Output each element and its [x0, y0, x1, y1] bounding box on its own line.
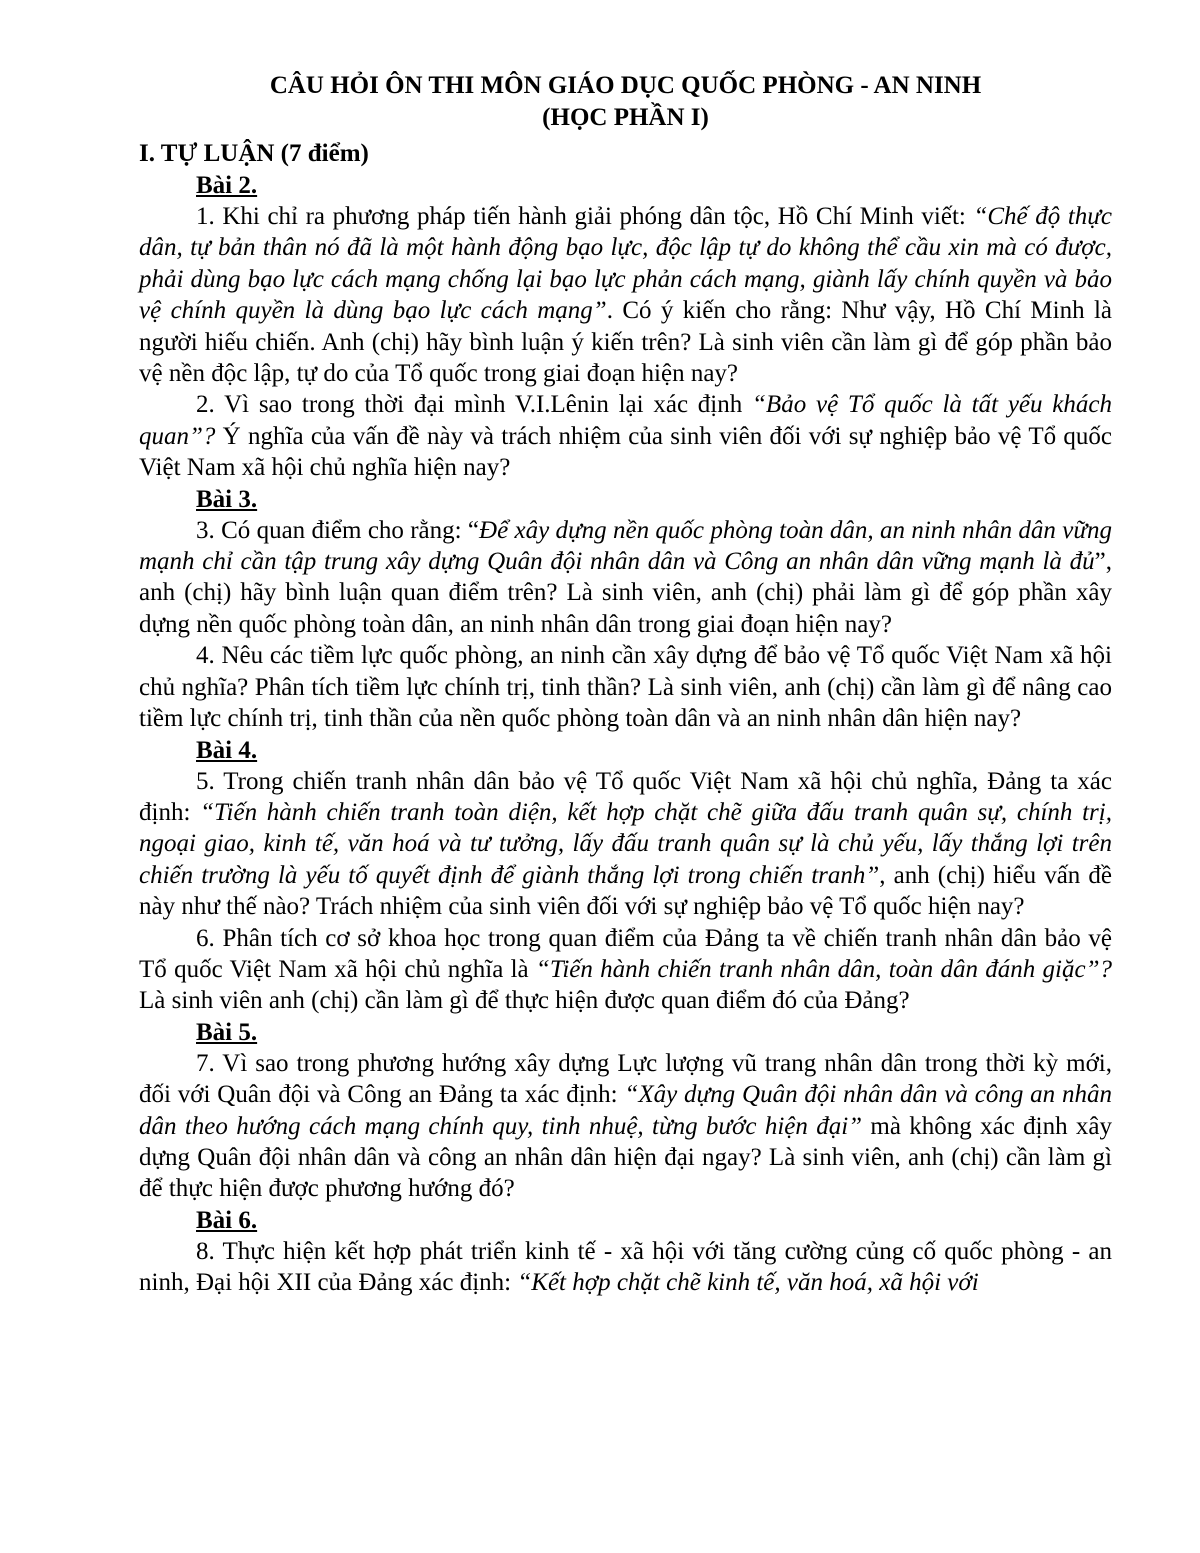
question-paragraph: [139, 201, 1112, 389]
question-quote: “Xây dựng Quân đội nhân dân và công an nhân dân theo hướng cách mạng chính quy, tinh nhuệ, từng bước hiện đại”: [139, 1081, 1112, 1140]
question-text-after: Ý nghĩa của vấn đề này và trách nhiệm của sinh viên đối với sự nghiệp bảo vệ Tổ quốc Việt Nam xã hội chủ nghĩa hiện nay?: [139, 422, 1112, 482]
question-text: 7. Vì sao trong phương hướng xây dựng Lực lượng vũ trang nhân dân trong thời kỳ mới, đối với Quân đội và Công an Đảng ta xác định:: [139, 1049, 1112, 1109]
title-line-2: (HỌC PHẦN I): [542, 104, 709, 131]
question-quote: Để xây dựng nền quốc phòng toàn dân, an ninh nhân dân vững mạnh chỉ cần tập trung xây dựng Quân đội nhân dân và Công an nhân dân vững mạnh là đủ: [139, 516, 1112, 576]
question-text: 4. Nêu các tiềm lực quốc phòng, an ninh cần xây dựng để bảo vệ Tổ quốc Việt Nam xã hội chủ nghĩa? Phân tích tiềm lực chính trị, tinh thần? Là sinh viên, anh (chị) cần làm gì để nâng cao tiềm lực chính trị, tinh thần của nền quốc phòng toàn dân và an ninh nhân dân hiện nay?: [139, 642, 1112, 733]
lesson-heading: Bài 3.: [196, 485, 258, 513]
title-line-1: CÂU HỎI ÔN THI MÔN GIÁO DỤC QUỐC PHÒNG - AN NINH: [269, 72, 982, 99]
question-paragraph: [139, 389, 1112, 483]
question-text-after: . Có ý kiến cho rằng: Như vậy, Hồ Chí Minh là người hiếu chiến. Anh (chị) hãy bình luận ý kiến trên? Là sinh viên cần làm gì để góp phần bảo vệ nền độc lập, tự do của Tổ quốc trong giai đoạn hiện nay?: [139, 297, 1113, 388]
section-heading: I. TỰ LUẬN (7 điểm): [139, 140, 369, 167]
lesson-heading: Bài 5.: [196, 1018, 258, 1046]
question-quote: “Kết hợp chặt chẽ kinh tế, văn hoá, xã hội với: [517, 1269, 979, 1297]
question-text: 8. Thực hiện kết hợp phát triển kinh tế - xã hội với tăng cường củng cố quốc phòng - an ninh, Đại hội XII của Đảng xác định:: [139, 1237, 1112, 1297]
question-text: 2. Vì sao trong thời đại mình V.I.Lênin lại xác định: [196, 391, 753, 419]
question-text-after: ”, anh (chị) hãy bình luận quan điểm trên? Là sinh viên, anh (chị) phải làm gì để góp phần xây dựng nền quốc phòng toàn dân, an ninh nhân dân trong giai đoạn hiện nay?: [139, 548, 1112, 638]
question-text-after: mà không xác định xây dựng Quân đội nhân dân và công an nhân dân hiện đại ngay? Là sinh viên, anh (chị) cần làm gì để thực hiện được phương hướng đó?: [139, 1112, 1113, 1203]
lesson-block: [139, 484, 1112, 735]
question-text: 6. Phân tích cơ sở khoa học trong quan điểm của Đảng ta về chiến tranh nhân dân bảo vệ Tổ quốc Việt Nam xã hội chủ nghĩa là: [139, 924, 1112, 983]
lesson-heading: Bài 4.: [196, 736, 258, 764]
question-text-after: , anh (chị) hiểu vấn đề này như thế nào? Trách nhiệm của sinh viên đối với sự nghiệp bảo vệ Tổ quốc hiện nay?: [139, 861, 1112, 921]
question-quote: “Tiến hành chiến tranh toàn diện, kết hợp chặt chẽ giữa đấu tranh quân sự, chính trị, ngoại giao, kinh tế, văn hoá và tư tưởng, lấy đấu tranh quân sự là chủ yếu, lấy thắng lợi trên chiến trường là yếu tố quyết định để giành thắng lợi trong chiến tranh”: [139, 798, 1112, 889]
question-paragraph: [139, 1048, 1112, 1205]
question-quote: “Chế độ thực dân, tự bản thân nó đã là một hành động bạo lực, độc lập tự do không thể cầu xin mà có được, phải dùng bạo lực cách mạng chống lại bạo lực phản cách mạng, giành lấy chính quyền và bảo vệ chính quyền là dùng bạo lực cách mạng”: [139, 203, 1112, 325]
question-text: 3. Có quan điểm cho rằng: “: [196, 516, 480, 544]
question-paragraph: [139, 766, 1112, 923]
question-text-after: Là sinh viên anh (chị) cần làm gì để thực hiện được quan điểm đó của Đảng?: [139, 987, 910, 1015]
question-paragraph: [139, 515, 1112, 641]
question-text: 1. Khi chỉ ra phương pháp tiến hành giải phóng dân tộc, Hồ Chí Minh viết:: [196, 203, 974, 230]
lesson-block: [139, 735, 1112, 1017]
question-quote: “Bảo vệ Tổ quốc là tất yếu khách quan”?: [139, 391, 1112, 450]
lesson-heading: Bài 6.: [196, 1206, 258, 1234]
lesson-heading: Bài 2.: [196, 172, 258, 199]
question-paragraph: [139, 923, 1112, 1017]
lesson-block: [139, 170, 1112, 484]
lesson-block: [139, 1205, 1112, 1299]
question-paragraph: [139, 1236, 1112, 1299]
document-title: [139, 70, 1112, 134]
question-paragraph: [139, 640, 1112, 734]
lesson-block: [139, 1017, 1112, 1205]
document-page: [139, 70, 1112, 1299]
question-text: 5. Trong chiến tranh nhân dân bảo vệ Tổ quốc Việt Nam xã hội chủ nghĩa, Đảng ta xác định:: [139, 767, 1112, 826]
question-quote: “Tiến hành chiến tranh nhân dân, toàn dân đánh giặc”?: [535, 955, 1112, 983]
